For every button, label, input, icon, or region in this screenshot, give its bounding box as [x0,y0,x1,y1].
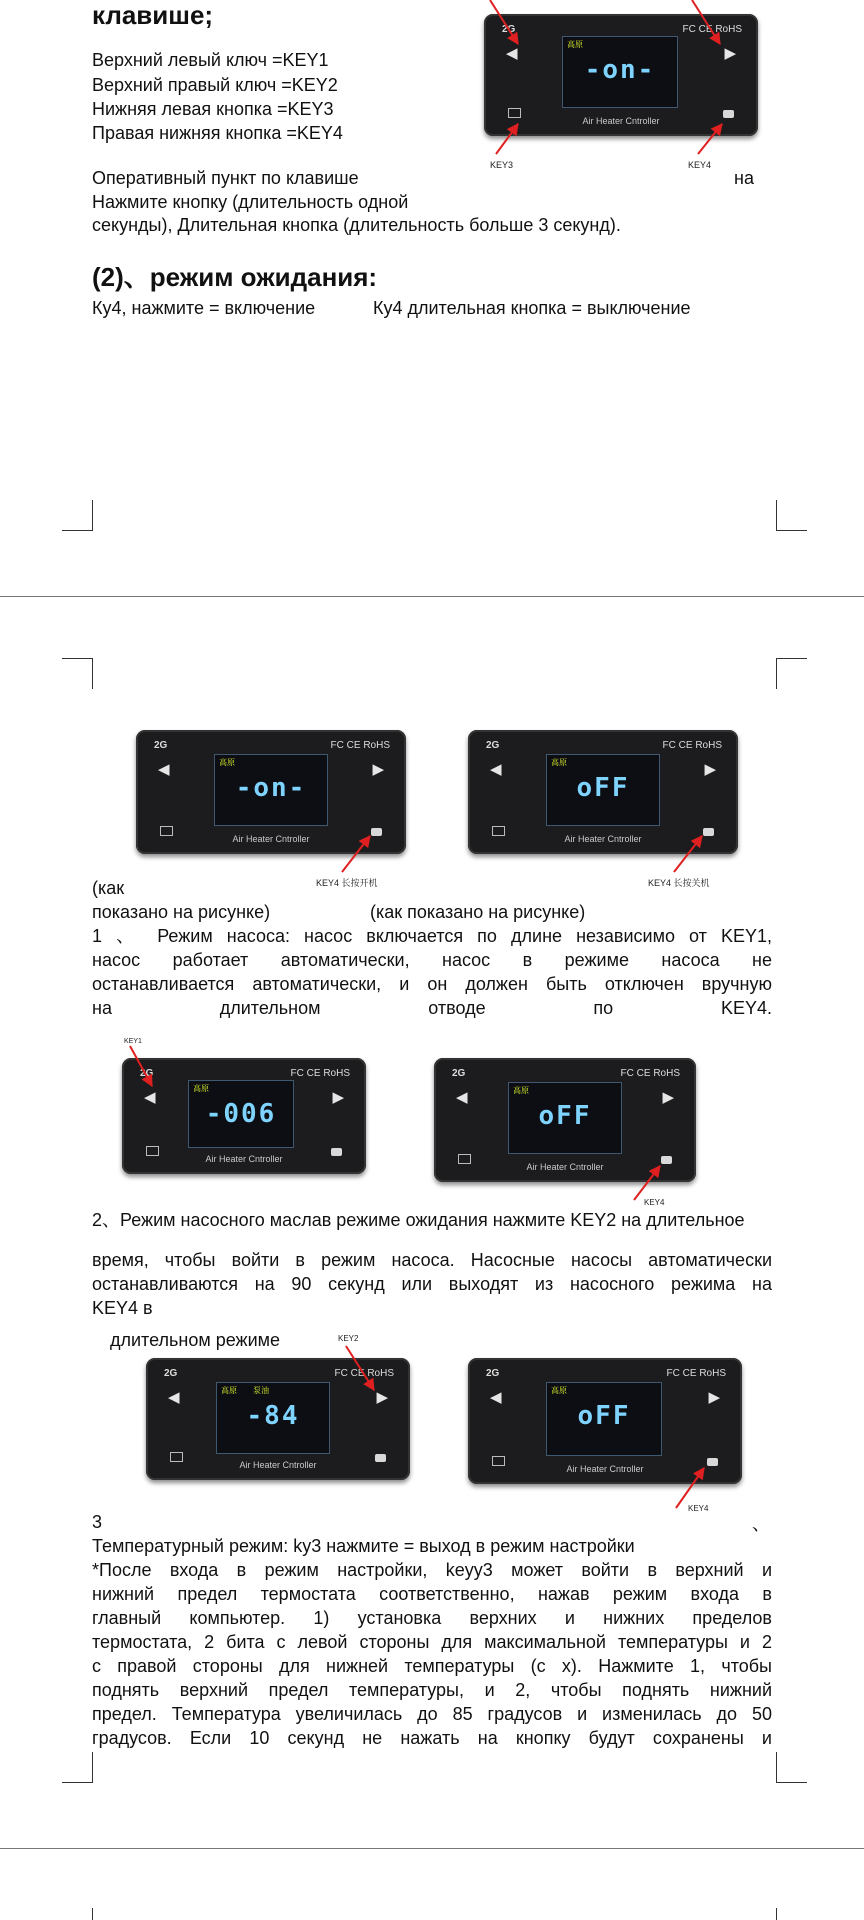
display-screen [562,36,678,108]
temp-line-2: нижний предел термостата соответственно, нажав режим входа в [92,1584,772,1604]
signal-icon: 2G [154,740,168,751]
cert-marks: FC CE RoHS [666,1368,726,1379]
key-line-4: Правая нижняя кнопка =KEY4 [92,123,343,143]
long-mode-label: длительном режиме [110,1330,281,1350]
device-model: Air Heater Cntroller [205,1154,283,1164]
temp-line-6: поднять верхний предел температуры, и 2, чтобы поднять нижний [92,1680,772,1700]
controller-image-oil-off [468,1358,742,1484]
pump-para2-line1: 2、Режим насосного маслав режиме ожидания нажмите KEY2 на длительное [92,1210,745,1230]
display-tag-pump: 泵油 [253,1386,269,1395]
signal-icon: 2G [486,740,500,751]
display-tag: 高原 [193,1084,209,1093]
display-tag: 高原 [221,1386,237,1395]
right-arrow-icon: ▶ [708,1389,720,1406]
right-arrow-icon: ▶ [662,1089,674,1106]
page-separator [0,1848,864,1849]
comma-mark: 、 [752,1514,770,1534]
section-title-standby: (2)、режим ожидания: [92,262,378,292]
left-arrow-icon: ◀ [144,1089,156,1106]
page-separator [0,596,864,597]
crop-mark [62,500,93,531]
pump-para1-line2: насос работает автоматически, насос в режиме насоса не [92,950,772,970]
caption-key4: KEY4 [688,1504,709,1513]
cert-marks: FC CE RoHS [330,740,390,751]
press-line-1: Нажмите кнопку (длительность одной [92,192,409,212]
cert-marks: FC CE RoHS [334,1368,394,1379]
device-model: Air Heater Cntroller [239,1460,317,1470]
temp-mode-title: Температурный режим: ky3 нажмите = выход в режим настройки [92,1536,635,1556]
display-screen [188,1080,294,1148]
crop-mark [62,658,93,689]
device-model: Air Heater Cntroller [526,1162,604,1172]
controller-image-pump-on [122,1058,366,1174]
display-tag: 高原 [567,40,583,49]
signal-icon: 2G [486,1368,500,1379]
signal-icon: 2G [140,1068,154,1079]
left-arrow-icon: ◀ [506,45,518,62]
pump-para2-line3: останавливаются на 90 секунд или выходят из насосного режима на [92,1274,772,1294]
device-model: Air Heater Cntroller [582,116,660,126]
temp-line-1: *После входа в режим настройки, keyy3 может войти в верхний и [92,1560,772,1580]
crop-mark [776,1908,777,1920]
controller-image-oil-pump [146,1358,410,1480]
controller-image-off [468,730,738,854]
pump-para1-line1: 1 、 Режим насоса: насос включается по длине независимо от KEY1, [92,926,772,946]
controller-image-on [136,730,406,854]
temp-line-3: главный компьютер. 1) установка верхних и нижних пределов [92,1608,772,1628]
right-arrow-icon: ▶ [724,45,736,62]
display-value: oFF [576,773,630,803]
left-arrow-icon: ◀ [490,1389,502,1406]
caption-key4: KEY4 [644,1198,665,1207]
key-line-3: Нижняя левая кнопка =KEY3 [92,99,334,119]
left-arrow-icon: ◀ [490,761,502,778]
standby-off: Ку4 длительная кнопка = выключение [373,298,691,318]
cert-marks: FC CE RoHS [290,1068,350,1079]
caption-long-press-on: KEY4 长按开机 [316,878,378,888]
display-tag: 高原 [551,1386,567,1395]
crop-mark [92,1908,93,1920]
left-arrow-icon: ◀ [158,761,170,778]
display-tag: 高原 [551,758,567,767]
crop-mark [776,658,807,689]
section-number-3: 3 [92,1512,103,1532]
controller-image [484,14,758,136]
device-model: Air Heater Cntroller [232,834,310,844]
press-line-2: секунды), Длительная кнопка (длительность больше 3 секунд). [92,215,621,235]
crop-mark [776,500,807,531]
display-value: -006 [205,1099,277,1129]
caption-key1: KEY1 [124,1038,142,1045]
pump-para1-line4: на длительном отводе по KEY4. [92,998,772,1018]
temp-line-5: с правой стороны для нижней температуры (с x). Нажмите 1, чтобы [92,1656,772,1676]
right-arrow-icon: ▶ [372,761,384,778]
heading-tail: клавише; [92,0,214,30]
right-arrow-icon: ▶ [704,761,716,778]
crop-mark [776,1752,807,1783]
cert-marks: FC CE RoHS [662,740,722,751]
caption-key4: KEY4 [688,160,712,170]
key-line-2: Верхний правый ключ =KEY2 [92,75,338,95]
key-line-1: Верхний левый ключ =KEY1 [92,50,329,70]
display-screen [216,1382,330,1454]
as-shown-right: (как показано на рисунке) [370,902,586,922]
left-arrow-icon: ◀ [168,1389,180,1406]
operative-tail: на [734,168,754,188]
temp-line-8: градусов. Если 10 секунд не нажать на кнопку будут сохранены и [92,1728,772,1748]
as-shown-kak: (как [92,878,125,898]
display-value: -on- [584,55,656,85]
display-screen [546,754,660,826]
operative-line: Оперативный пункт по клавише [92,168,359,188]
right-arrow-icon: ▶ [332,1089,344,1106]
display-tag: 高原 [219,758,235,767]
signal-icon: 2G [164,1368,178,1379]
display-screen [508,1082,622,1154]
display-value: oFF [538,1101,592,1131]
temp-line-4: термостата, 2 бита с левой стороны для максимальной температуры и 2 [92,1632,772,1652]
signal-icon: 2G [452,1068,466,1079]
signal-icon: 2G [502,24,516,35]
caption-key2: KEY2 [338,1334,359,1343]
controller-image-pump-off [434,1058,696,1182]
display-screen [546,1382,662,1456]
right-arrow-icon: ▶ [376,1389,388,1406]
device-model: Air Heater Cntroller [564,834,642,844]
caption-key3: KEY3 [490,160,514,170]
cert-marks: FC CE RoHS [682,24,742,35]
left-arrow-icon: ◀ [456,1089,468,1106]
display-value: -84 [246,1401,300,1431]
pump-para1-line3: останавливается автоматически, и он должен быть отключен вручную [92,974,772,994]
caption-long-press-off: KEY4 长按关机 [648,878,710,888]
pump-para2-line4: KEY4 в [92,1298,153,1318]
crop-mark [62,1752,93,1783]
standby-on: Ку4, нажмите = включение [92,298,316,318]
temp-line-7: предел. Температура увеличилась до 85 градусов и изменилась до 50 [92,1704,772,1724]
display-value: oFF [577,1401,631,1431]
as-shown-left: показано на рисунке) [92,902,271,922]
pump-para2-line2: время, чтобы войти в режим насоса. Насосные насосы автоматически [92,1250,772,1270]
device-model: Air Heater Cntroller [566,1464,644,1474]
display-tag: 高原 [513,1086,529,1095]
cert-marks: FC CE RoHS [620,1068,680,1079]
display-value: -on- [235,773,307,803]
display-screen [214,754,328,826]
